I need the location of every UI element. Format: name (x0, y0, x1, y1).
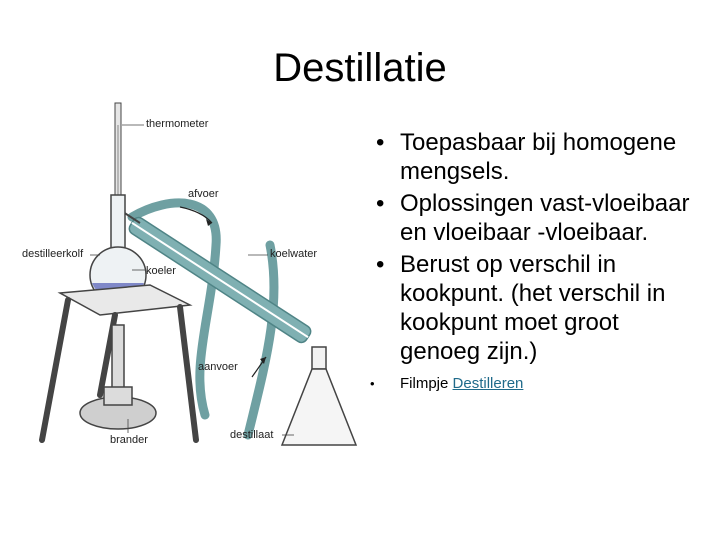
sub-bullet-marker: • (370, 376, 375, 391)
gauze-plate (60, 285, 190, 315)
tripod-leg (42, 300, 68, 440)
label-thermometer: thermometer (146, 118, 209, 130)
coolant-hose-in (248, 245, 274, 435)
bullet-item (370, 250, 700, 366)
bullet-text: Berust op verschil in kookpunt. (het verschil in kookpunt moet groot genoeg zijn.) (400, 251, 666, 365)
label-destillaat: destillaat (230, 429, 274, 441)
distillation-diagram (20, 95, 362, 455)
bullet-text: Oplossingen vast-vloeibaar en vloeibaar -vloeibaar. (400, 190, 690, 246)
label-koeler: koeler (146, 265, 176, 277)
burner-tube (112, 325, 124, 395)
label-afvoer: afvoer (188, 188, 219, 200)
bullet-list (370, 128, 700, 394)
video-link[interactable]: Destilleren (452, 375, 524, 392)
bullet-item (370, 189, 700, 247)
tripod-leg (180, 307, 196, 440)
slide-title: Destillatie (273, 46, 447, 90)
bullet-text: Toepasbaar bij homogene mengsels. (400, 129, 677, 185)
label-aanvoer: aanvoer (198, 361, 238, 373)
bullet-marker: • (376, 251, 385, 278)
receiver-neck (312, 347, 326, 369)
sub-bullet-prefix: Filmpje (400, 375, 453, 392)
bullet-marker: • (376, 129, 385, 156)
label-destilleerkolf: destilleerkolf (22, 248, 84, 260)
sub-bullet-item (370, 374, 700, 394)
bullet-marker: • (376, 190, 385, 217)
flask-neck (111, 195, 125, 255)
bullet-item (370, 128, 700, 186)
label-koelwater: koelwater (270, 248, 318, 260)
distillation-apparatus-drawing (20, 95, 362, 455)
label-brander: brander (110, 434, 148, 446)
receiver-flask (282, 369, 356, 445)
